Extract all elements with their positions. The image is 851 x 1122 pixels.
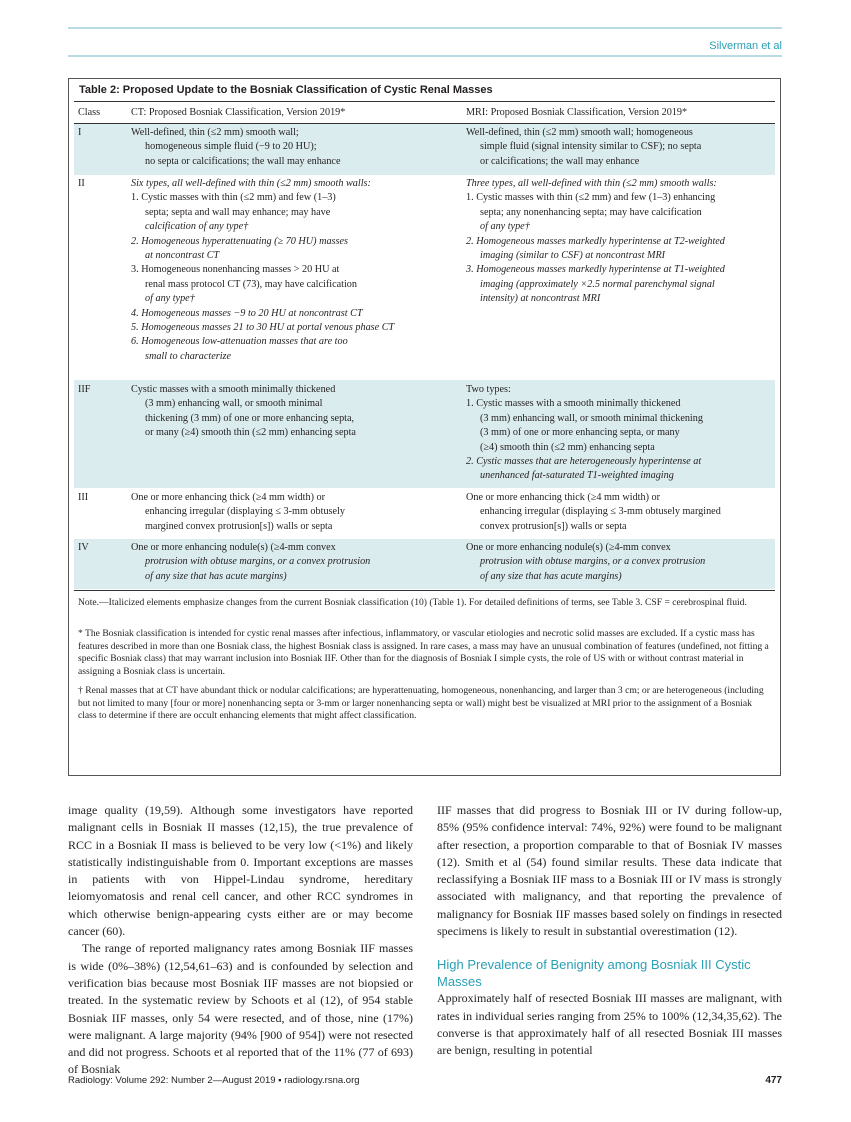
row-iif-mri-line: Two types:: [466, 384, 511, 395]
row-iif-mri-line: (≥4) smooth thin (≤2 mm) enhancing septa: [480, 441, 655, 453]
row-iv-class: IV: [78, 542, 89, 553]
row-ii-ct-line: septa; septa and wall may enhance; may have: [145, 206, 331, 218]
row-iif-mri-line: 2. Cystic masses that are heterogeneously hyperintense at: [466, 455, 702, 467]
row-iv-mri-line: One or more enhancing nodule(s) (≥4-mm convex: [466, 542, 671, 553]
left-paragraph-1: image quality (19,59). Although some investigators have reported malignant cells in Bosniak II masses (12,15), the true prevalence of RCC in a Bosniak II mass is believed to be very low (<1%) and likely statistically indistinguishable from 0. Important exceptions are masses in patients with von Hippel-Lindau syndrome, hereditary leiomyomatosis and renal cell cancer, and other RCC syndromes in which otherwise benign-appearing cysts either are or may become cancer (60).: [68, 803, 413, 939]
row-ii-mri-line: of any type†: [480, 221, 530, 233]
row-ii-ct-line: Six types, all well-defined with thin (≤2 mm) smooth walls:: [131, 178, 371, 189]
row-iif-ct-line: Cystic masses with a smooth minimally thickened: [131, 384, 336, 395]
row-ii-ct-line: small to characterize: [145, 350, 232, 362]
table-footnote-star: * The Bosniak classification is intended for cystic renal masses after infectious, inflammatory, or vascular etiologies and necrotic solid masses are excluded. If a cystic mass has features described in more than one Bosniak class, the highest Bosniak class is assigned. In rare cases, a mass may have an unusual combination of features (undefined, not fitting a specific Bosniak class) that may warrant inclusion into Bosniak IIF. Other than for the diagnosis of Bosniak I simple cysts, the role of US with or without contrast material in assigning a Bosniak class is uncertain.: [78, 628, 769, 677]
row-iv-ct-line: of any size that has acute margins): [145, 570, 287, 582]
row-ii-mri-line: imaging (similar to CSF) at noncontrast MRI: [480, 249, 666, 261]
row-ii-mri-line: Three types, all well-defined with thin (≤2 mm) smooth walls:: [466, 178, 717, 189]
right-paragraph-2: Approximately half of resected Bosniak III masses are malignant, with rates in individual series ranging from 25% to 100% (12,34,35,62). The converse is that approximately half of all resected Bosniak III masses are benign, resulting in potential: [437, 991, 782, 1058]
header-mri: MRI: Proposed Bosniak Classification, Version 2019*: [466, 107, 688, 118]
table-top-line: [74, 101, 775, 102]
row-i-ct-line: homogeneous simple fluid (−9 to 20 HU);: [145, 141, 317, 153]
table-bottom-line: [74, 590, 775, 591]
row-iif-ct-line: (3 mm) enhancing wall, or smooth minimal: [145, 398, 323, 410]
row-i-mri: [466, 126, 701, 169]
table-caption: Table 2: Proposed Update to the Bosniak Classification of Cystic Renal Masses: [79, 84, 493, 96]
row-ii-ct-line: renal mass protocol CT (73), may have calcification: [145, 278, 357, 290]
row-iif-mri-line: (3 mm) of one or more enhancing septa, or many: [480, 427, 680, 439]
table-2: [68, 78, 781, 776]
row-iii-ct-line: enhancing irregular (displaying ≤ 3-mm obtusely: [145, 506, 345, 518]
row-iif-ct-line: or many (≥4) smooth thin (≤2 mm) enhancing septa: [145, 427, 356, 439]
running-header-author: Silverman et al: [709, 40, 782, 52]
row-iii-class: III: [78, 492, 89, 503]
row-ii-ct-line: 6. Homogeneous low-attenuation masses that are too: [131, 336, 348, 348]
right-column: [437, 802, 782, 1060]
header-rule: [68, 55, 782, 57]
row-i-mri-line: Well-defined, thin (≤2 mm) smooth wall; homogeneous: [466, 127, 693, 138]
row-ii-mri-line: 1. Cystic masses with thin (≤2 mm) and few (1–3) enhancing: [466, 192, 716, 204]
top-rule: [68, 27, 782, 29]
row-ii-ct-line: at noncontrast CT: [145, 249, 220, 261]
row-iif-mri-line: unenhanced fat-saturated T1-weighted imaging: [480, 470, 674, 482]
row-iii-ct: [131, 491, 345, 534]
header-class: Class: [78, 107, 101, 118]
row-iif-mri-line: (3 mm) enhancing wall, or smooth minimal thickening: [480, 412, 703, 424]
row-i-mri-line: or calcifications; the wall may enhance: [480, 155, 640, 167]
row-ii-mri-line: 3. Homogeneous masses markedly hyperintense at T1-weighted: [466, 264, 725, 276]
row-iif-ct: [131, 383, 356, 441]
row-ii-ct: [131, 177, 394, 364]
row-ii-mri-line: imaging (approximately ×2.5 normal parenchymal signal: [480, 278, 715, 290]
row-ii-mri-line: 2. Homogeneous masses markedly hyperintense at T2-weighted: [466, 235, 725, 247]
row-ii-class: II: [78, 178, 85, 189]
row-ii-ct-line: of any type†: [145, 293, 195, 305]
row-i-ct-line: Well-defined, thin (≤2 mm) smooth wall;: [131, 127, 299, 138]
row-i-mri-line: simple fluid (signal intensity similar to CSF); no septa: [480, 141, 702, 153]
row-iii-ct-line: One or more enhancing thick (≥4 mm width) or: [131, 492, 326, 503]
row-iif-class: IIF: [78, 384, 91, 395]
row-i-ct-line: no septa or calcifications; the wall may enhance: [145, 155, 341, 167]
row-ii-ct-line: 3. Homogeneous nonenhancing masses > 20 HU at: [131, 264, 340, 276]
left-column: [68, 802, 413, 1079]
row-i-ct: [131, 126, 340, 169]
row-iii-mri-line: convex protrusion[s]) walls or septa: [480, 520, 627, 532]
row-ii-mri: [466, 177, 725, 307]
row-iif-mri: [466, 383, 703, 484]
table-footnote-dagger: † Renal masses that at CT have abundant thick or nodular calcifications; are hyperattenuating, homogeneous, nonenhancing, and larger than 3 cm; or are heterogeneous (including but not limited to many [four or more] nonenhancing septa or 3-mm or larger nonenhancing septa or wall) might best be visualized at MRI prior to the assignment of a Bosniak class to determine if there are occult enhancing elements that might affect classification.: [78, 685, 764, 722]
row-i-class: I: [78, 127, 82, 138]
row-iif-mri-line: 1. Cystic masses with a smooth minimally thickened: [466, 398, 681, 410]
left-paragraph-2: The range of reported malignancy rates among Bosniak IIF masses is wide (0%–38%) (12,54,61–63) and is confounded by selection and verification bias because most Bosniak IIF masses are not biopsied or treated. In the systematic review by Schoots et al (12), of 954 stable Bosniak IIF masses, only 54 were resected, and of those, nine (17%) were malignant. A large majority (94% [900 of 954]) were not resected and did not progress. Schoots et al reported that of the 11% (77 of 693) of Bosniak: [68, 941, 413, 1077]
row-iv-ct-line: One or more enhancing nodule(s) (≥4-mm convex: [131, 542, 336, 553]
row-iii-mri-line: One or more enhancing thick (≥4 mm width) or: [466, 492, 661, 503]
row-iii-mri: [466, 491, 721, 534]
row-iii-mri-line: enhancing irregular (displaying ≤ 3-mm obtusely margined: [480, 506, 721, 518]
row-iv-mri: [466, 541, 705, 584]
row-ii-mri-line: septa; any nonenhancing septa; may have calcification: [480, 206, 702, 218]
row-ii-ct-line: 2. Homogeneous hyperattenuating (≥ 70 HU) masses: [131, 235, 348, 247]
right-paragraph-1: IIF masses that did progress to Bosniak III or IV during follow-up, 85% (95% confidence interval: 74%, 92%) were found to be malignant after resection, a proportion comparable to that of Bosniak IV masses (12). Smith et al (54) found similar results. These data indicate that reclassifying a Bosniak IIF mass to a Bosniak III or IV mass is strongly associated with malignancy, and that reporting the prevalence of malignancy for Bosniak IIF masses based solely on findings in resected specimens is likely to result in substantial overestimation (12).: [437, 803, 782, 939]
row-iif-ct-line: thickening (3 mm) of one or more enhancing septa,: [145, 412, 355, 424]
table-note: Note.—Italicized elements emphasize changes from the current Bosniak classification (10) (Table 1). For detailed definitions of terms, see Table 3. CSF = cerebrospinal fluid.: [78, 597, 747, 608]
row-ii-ct-line: 5. Homogeneous masses 21 to 30 HU at portal venous phase CT: [131, 321, 395, 333]
header-ct: CT: Proposed Bosniak Classification, Version 2019*: [131, 107, 346, 118]
row-ii-ct-line: calcification of any type†: [145, 221, 249, 233]
row-iv-ct: [131, 541, 370, 584]
row-iii-ct-line: margined convex protrusion[s]) walls or septa: [145, 520, 333, 532]
row-ii-mri-line: intensity) at noncontrast MRI: [480, 293, 601, 305]
row-iv-mri-line: of any size that has acute margins): [480, 570, 622, 582]
page-number: 477: [765, 1075, 782, 1086]
row-iv-mri-line: protrusion with obtuse margins, or a convex protrusion: [480, 556, 706, 568]
row-ii-ct-line: 1. Cystic masses with thin (≤2 mm) and few (1–3): [131, 192, 336, 204]
journal-footer: Radiology: Volume 292: Number 2—August 2019 ▪ radiology.rsna.org: [68, 1075, 360, 1086]
section-heading: High Prevalence of Benignity among Bosniak III Cystic Masses: [437, 957, 751, 990]
row-iv-ct-line: protrusion with obtuse margins, or a convex protrusion: [145, 556, 371, 568]
row-ii-ct-line: 4. Homogeneous masses −9 to 20 HU at noncontrast CT: [131, 307, 363, 319]
